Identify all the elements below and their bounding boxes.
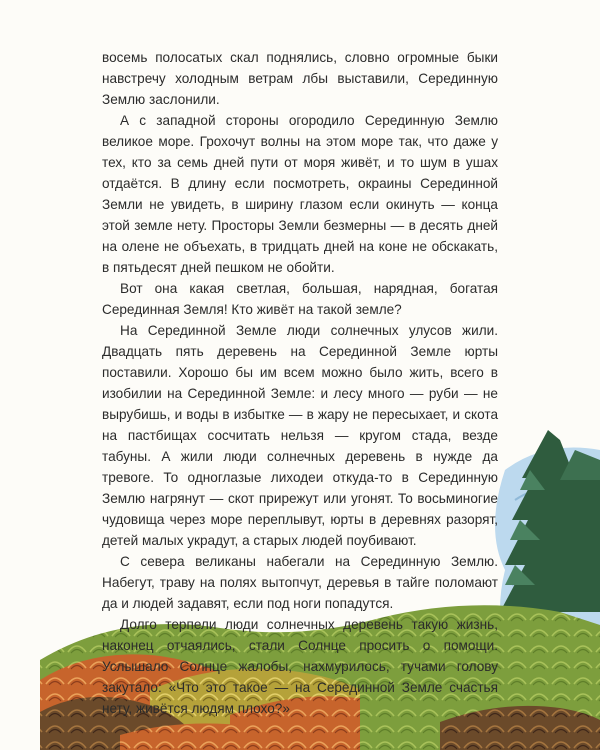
paragraph-5: С севера великаны набегали на Серединную Землю. Набегут, траву на полях вытопчут, деревья в тайге поломают да и людей задавят, если под ноги попадутся. xyxy=(102,554,498,611)
paragraph-4: На Серединной Земле люди солнечных улусов жили. Двадцать пять деревень на Серединной Земле юрты поставили. Хорошо бы им всем можно было жить, всего в изобилии на Серединной Земле: и лесу много — руби — не вырубишь, и воды в избытке — в жару не пересыхает, и скота на пастбищах сосчитать нельзя — кругом стада, везде табуны. А жили люди солнечных деревень в нужде да тревоге. То одноглазые лиходеи откуда-то в Серединную Землю нагрянут — скот прирежут или угонят. То восьминогие чудовища через море переплывут, юрты в деревнях разорят, детей малых украдут, а старых людей поубивают. xyxy=(102,323,498,548)
paragraph-6: Долго терпели люди солнечных деревень такую жизнь, наконец отчаялись, стали Солнце просить о помощи. Услышало Солнце жалобы, нахмурилось, тучами голову закутало: «Что это такое — на Серединной Земле счастья нету, живётся людям плохо?» xyxy=(102,617,498,716)
story-text xyxy=(102,47,498,719)
paragraph-2: А с западной стороны огородило Серединную Землю великое море. Грохочут волны на этом море так, что даже у тех, кто за семь дней пути от моря живёт, и то шум в ушах отдаётся. В длину если посмотреть, окраины Серединной Земли не увидеть, в ширину глазом если окинуть — конца этой земле нету. Просторы Земли безмерны — в десять дней на олене не объехать, в тридцать дней на коне не обскакать, в пятьдесят дней пешком не обойти. xyxy=(102,113,498,275)
paragraph-3: Вот она какая светлая, большая, нарядная, богатая Серединная Земля! Кто живёт на такой земле? xyxy=(102,281,498,317)
paragraph-1: восемь полосатых скал поднялись, словно огромные быки навстречу холодным ветрам лбы выставили, Серединную Землю заслонили. xyxy=(102,50,498,107)
